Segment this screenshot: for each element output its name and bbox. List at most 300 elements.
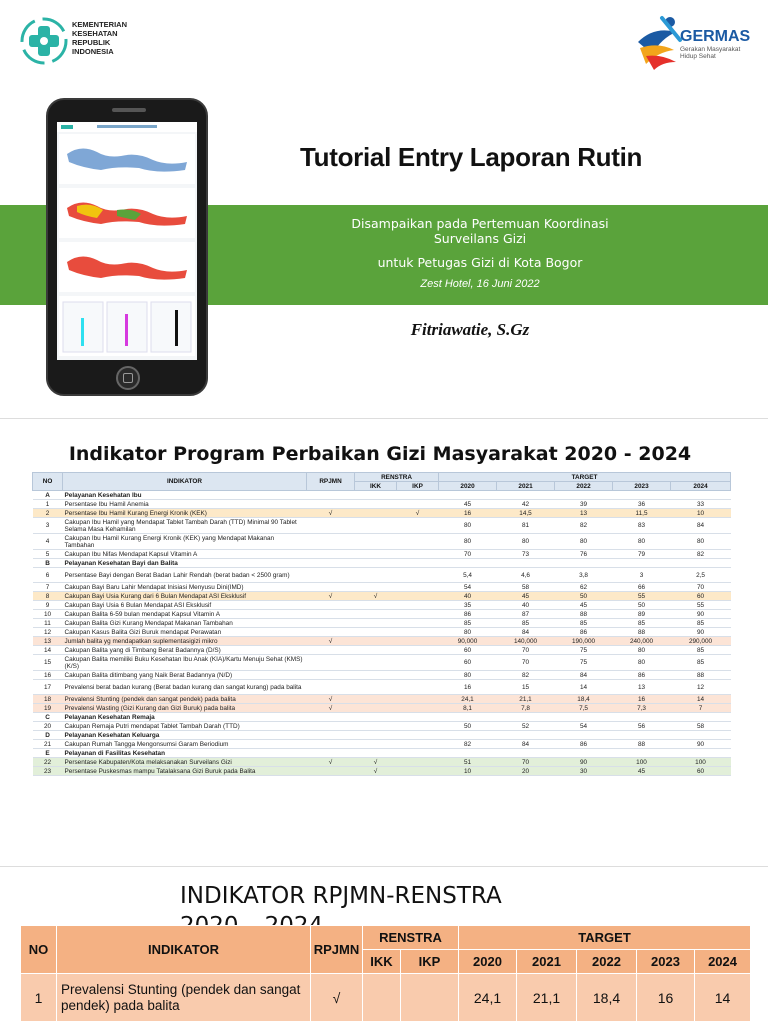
header-target: TARGET bbox=[459, 926, 751, 950]
ikp-mark bbox=[397, 671, 439, 680]
target-value: 70 bbox=[439, 550, 497, 559]
target-value: 90 bbox=[555, 758, 613, 767]
table-row bbox=[33, 655, 731, 671]
indicator-name: Pelayanan Kesehatan Remaja bbox=[63, 713, 731, 722]
target-value: 58 bbox=[497, 583, 555, 592]
target-value: 90 bbox=[671, 740, 731, 749]
ikk-mark bbox=[355, 583, 397, 592]
row-number: 11 bbox=[33, 619, 63, 628]
target-value: 10 bbox=[671, 509, 731, 518]
target-value: 73 bbox=[497, 550, 555, 559]
rpjmn-mark bbox=[307, 680, 355, 695]
home-button bbox=[116, 366, 140, 390]
ikp-mark bbox=[397, 740, 439, 749]
target-value: 79 bbox=[613, 550, 671, 559]
target-value: 84 bbox=[671, 518, 731, 534]
target-value: 7,8 bbox=[497, 704, 555, 713]
indicator-table-body bbox=[33, 491, 731, 776]
table-row bbox=[33, 601, 731, 610]
header-year: 2022 bbox=[555, 482, 613, 491]
target-value: 11,5 bbox=[613, 509, 671, 518]
row-number: 2 bbox=[33, 509, 63, 518]
table-section-row bbox=[33, 559, 731, 568]
table-row bbox=[33, 518, 731, 534]
target-value: 60 bbox=[671, 592, 731, 601]
target-value: 50 bbox=[613, 601, 671, 610]
header-year: 2024 bbox=[671, 482, 731, 491]
target-value: 54 bbox=[555, 722, 613, 731]
target-value: 70 bbox=[497, 655, 555, 671]
indicator-name: Cakupan Balita memiliki Buku Kesehatan Ibu Anak (KIA)/Kartu Menuju Sehat (KMS) (K/S) bbox=[63, 655, 307, 671]
target-value: 40 bbox=[439, 592, 497, 601]
target-value: 80 bbox=[613, 646, 671, 655]
target-value: 75 bbox=[555, 655, 613, 671]
indicator-name: Pelayanan Kesehatan Ibu bbox=[63, 491, 731, 500]
target-value: 86 bbox=[555, 740, 613, 749]
target-value: 14,5 bbox=[497, 509, 555, 518]
ikk-mark: √ bbox=[355, 758, 397, 767]
target-value: 90 bbox=[671, 628, 731, 637]
target-value: 88 bbox=[613, 740, 671, 749]
target-value: 30 bbox=[555, 767, 613, 776]
ikp-mark bbox=[397, 518, 439, 534]
germas-tagline: Gerakan Masyarakat Hidup Sehat bbox=[680, 46, 741, 60]
ikk-mark bbox=[355, 680, 397, 695]
table-section-row bbox=[33, 713, 731, 722]
ikp-mark bbox=[397, 695, 439, 704]
target-value: 12 bbox=[671, 680, 731, 695]
ikp-mark bbox=[397, 637, 439, 646]
row-number: 19 bbox=[33, 704, 63, 713]
indicator-name: Cakupan Kasus Balita Gizi Buruk mendapat Perawatan bbox=[63, 628, 307, 637]
table-row bbox=[33, 722, 731, 731]
target-value: 82 bbox=[671, 550, 731, 559]
target-value: 15 bbox=[497, 680, 555, 695]
indicator-name: Cakupan Ibu Hamil yang Mendapat Tablet Tambah Darah (TTD) Minimal 90 Tablet Selama Masa Kehamilan bbox=[63, 518, 307, 534]
target-value: 58 bbox=[671, 722, 731, 731]
target-value: 85 bbox=[671, 619, 731, 628]
target-value: 86 bbox=[613, 671, 671, 680]
target-value: 80 bbox=[555, 534, 613, 550]
target-value: 51 bbox=[439, 758, 497, 767]
rpjmn-mark: √ bbox=[307, 695, 355, 704]
audience-subtitle: untuk Petugas Gizi di Kota Bogor bbox=[377, 255, 583, 270]
ikp-mark bbox=[397, 610, 439, 619]
indicator-name: Pelayanan Kesehatan Keluarga bbox=[63, 731, 731, 740]
table-row bbox=[33, 646, 731, 655]
row-number: E bbox=[33, 749, 63, 758]
table-section-row bbox=[33, 749, 731, 758]
target-value: 5,4 bbox=[439, 568, 497, 583]
target-value: 86 bbox=[555, 628, 613, 637]
table-section-row bbox=[33, 491, 731, 500]
indicator-name: Prevalensi Stunting (pendek dan sangat pendek) pada balita bbox=[63, 695, 307, 704]
target-value: 240,000 bbox=[613, 637, 671, 646]
target-value: 85 bbox=[671, 655, 731, 671]
target-value: 85 bbox=[671, 646, 731, 655]
target-value: 18,4 bbox=[555, 695, 613, 704]
target-value: 20 bbox=[497, 767, 555, 776]
table-row bbox=[33, 534, 731, 550]
target-value: 16 bbox=[613, 695, 671, 704]
target-value: 80 bbox=[613, 655, 671, 671]
ikk-mark bbox=[355, 646, 397, 655]
table-row bbox=[33, 637, 731, 646]
target-value: 45 bbox=[439, 500, 497, 509]
home-button-icon bbox=[123, 373, 133, 383]
ikk-mark bbox=[355, 500, 397, 509]
ikp-mark bbox=[397, 628, 439, 637]
row-number: A bbox=[33, 491, 63, 500]
target-value: 7,3 bbox=[613, 704, 671, 713]
indicator-table-slide bbox=[0, 418, 768, 866]
target-value: 56 bbox=[613, 722, 671, 731]
header-rpjmn: RPJMN bbox=[307, 473, 355, 491]
ikp-mark bbox=[401, 974, 459, 1022]
event-subtitle: Disampaikan pada Pertemuan Koordinasi Surveilans Gizi bbox=[351, 216, 609, 246]
row-number: 3 bbox=[33, 518, 63, 534]
target-value: 13 bbox=[613, 680, 671, 695]
target-value: 75 bbox=[555, 646, 613, 655]
author-name: Fitriawatie, S.Gz bbox=[410, 320, 530, 339]
target-value: 89 bbox=[613, 610, 671, 619]
target-value: 52 bbox=[497, 722, 555, 731]
ikp-mark bbox=[397, 619, 439, 628]
title-slide bbox=[0, 0, 768, 418]
target-value: 13 bbox=[555, 509, 613, 518]
target-value: 88 bbox=[671, 671, 731, 680]
rpjmn-mark bbox=[307, 610, 355, 619]
target-value: 54 bbox=[439, 583, 497, 592]
rpjmn-mark bbox=[307, 534, 355, 550]
dashboard-screenshot-image bbox=[57, 122, 197, 360]
target-value: 4,6 bbox=[497, 568, 555, 583]
rpjmn-mark bbox=[307, 518, 355, 534]
target-value: 60 bbox=[671, 767, 731, 776]
target-value: 3,8 bbox=[555, 568, 613, 583]
row-number: 23 bbox=[33, 767, 63, 776]
row-number: 16 bbox=[33, 671, 63, 680]
row-number: 13 bbox=[33, 637, 63, 646]
target-value: 76 bbox=[555, 550, 613, 559]
ikp-mark bbox=[397, 655, 439, 671]
ikp-mark bbox=[397, 646, 439, 655]
header-no: NO bbox=[21, 926, 57, 974]
indicator-name: Cakupan Balita yang di Timbang Berat Badannya (D/S) bbox=[63, 646, 307, 655]
ikp-mark bbox=[397, 680, 439, 695]
venue-date: Zest Hotel, 16 Juni 2022 bbox=[420, 278, 540, 290]
target-value: 290,000 bbox=[671, 637, 731, 646]
target-value: 100 bbox=[671, 758, 731, 767]
ikk-mark bbox=[355, 704, 397, 713]
row-number: 4 bbox=[33, 534, 63, 550]
target-value: 55 bbox=[613, 592, 671, 601]
row-number: 20 bbox=[33, 722, 63, 731]
table-row bbox=[33, 680, 731, 695]
target-value: 7,5 bbox=[555, 704, 613, 713]
indicator-name: Prevalensi Stunting (pendek dan sangat pendek) pada balita bbox=[57, 974, 311, 1022]
target-value: 82 bbox=[497, 671, 555, 680]
indicator-name: Persentase Kabupaten/Kota melaksanakan Surveilans Gizi bbox=[63, 758, 307, 767]
rpjmn-mark: √ bbox=[307, 509, 355, 518]
target-value: 36 bbox=[613, 500, 671, 509]
indicator-name: Cakupan Balita 6-59 bulan mendapat Kapsul Vitamin A bbox=[63, 610, 307, 619]
rpjmn-mark bbox=[307, 655, 355, 671]
target-value: 24,1 bbox=[439, 695, 497, 704]
target-value: 21,1 bbox=[497, 695, 555, 704]
ikk-mark bbox=[355, 671, 397, 680]
target-value: 21,1 bbox=[517, 974, 577, 1022]
ikk-mark bbox=[355, 637, 397, 646]
ikp-mark bbox=[397, 704, 439, 713]
indicator-name: Pelayanan Kesehatan Bayi dan Balita bbox=[63, 559, 731, 568]
header-ikk: IKK bbox=[363, 950, 401, 974]
target-value: 62 bbox=[555, 583, 613, 592]
ikk-mark bbox=[355, 509, 397, 518]
ikk-mark bbox=[355, 610, 397, 619]
ikp-mark bbox=[397, 534, 439, 550]
ikk-mark bbox=[355, 628, 397, 637]
header-no: NO bbox=[33, 473, 63, 491]
table-row bbox=[33, 610, 731, 619]
indicator-name: Cakupan Balita ditimbang yang Naik Berat Badannya (N/D) bbox=[63, 671, 307, 680]
table-row bbox=[33, 671, 731, 680]
row-number: 14 bbox=[33, 646, 63, 655]
indicator-name: Cakupan Remaja Putri mendapat Tablet Tambah Darah (TTD) bbox=[63, 722, 307, 731]
header-ikp: IKP bbox=[401, 950, 459, 974]
header-year: 2020 bbox=[459, 950, 517, 974]
rpjmn-mark bbox=[307, 767, 355, 776]
table-row bbox=[33, 695, 731, 704]
ikk-mark bbox=[355, 619, 397, 628]
ikk-mark bbox=[355, 601, 397, 610]
indicator-name: Cakupan Ibu Nifas Mendapat Kapsul Vitamin A bbox=[63, 550, 307, 559]
ikp-mark bbox=[397, 568, 439, 583]
ikp-mark bbox=[397, 722, 439, 731]
phone-speaker bbox=[112, 108, 146, 112]
target-value: 14 bbox=[671, 695, 731, 704]
table-row bbox=[21, 974, 751, 1022]
rpjmn-mark bbox=[307, 568, 355, 583]
table-row bbox=[33, 583, 731, 592]
ikk-mark bbox=[355, 568, 397, 583]
target-value: 16 bbox=[637, 974, 695, 1022]
target-value: 24,1 bbox=[459, 974, 517, 1022]
header-year: 2023 bbox=[637, 950, 695, 974]
target-value: 14 bbox=[695, 974, 751, 1022]
row-number: 1 bbox=[21, 974, 57, 1022]
target-value: 88 bbox=[555, 610, 613, 619]
rpjmn-table-body bbox=[21, 974, 751, 1022]
target-value: 80 bbox=[497, 534, 555, 550]
target-value: 82 bbox=[439, 740, 497, 749]
target-value: 60 bbox=[439, 646, 497, 655]
rpjmn-mark: √ bbox=[307, 758, 355, 767]
row-number: 5 bbox=[33, 550, 63, 559]
rpjmn-mark bbox=[307, 500, 355, 509]
rpjmn-mark: √ bbox=[311, 974, 363, 1022]
table-row bbox=[33, 758, 731, 767]
header-ikp: IKP bbox=[397, 482, 439, 491]
target-value: 82 bbox=[555, 518, 613, 534]
target-value: 81 bbox=[497, 518, 555, 534]
rpjmn-mark bbox=[307, 628, 355, 637]
ikk-mark bbox=[363, 974, 401, 1022]
target-value: 88 bbox=[613, 628, 671, 637]
header-renstra: RENSTRA bbox=[355, 473, 439, 482]
target-value: 83 bbox=[613, 518, 671, 534]
indicator-name: Prevalensi berat badan kurang (Berat badan kurang dan sangat kurang) pada balita bbox=[63, 680, 307, 695]
table-row bbox=[33, 628, 731, 637]
header-year: 2024 bbox=[695, 950, 751, 974]
row-number: B bbox=[33, 559, 63, 568]
rpjmn-mark bbox=[307, 619, 355, 628]
target-value: 80 bbox=[439, 518, 497, 534]
target-value: 100 bbox=[613, 758, 671, 767]
target-value: 70 bbox=[671, 583, 731, 592]
target-value: 35 bbox=[439, 601, 497, 610]
target-value: 55 bbox=[671, 601, 731, 610]
ikp-mark bbox=[397, 601, 439, 610]
header-rpjmn: RPJMN bbox=[311, 926, 363, 974]
rpjmn-mark bbox=[307, 722, 355, 731]
header-year: 2021 bbox=[497, 482, 555, 491]
target-value: 39 bbox=[555, 500, 613, 509]
ikp-mark bbox=[397, 767, 439, 776]
target-value: 87 bbox=[497, 610, 555, 619]
target-value: 50 bbox=[555, 592, 613, 601]
target-value: 90,000 bbox=[439, 637, 497, 646]
row-number: 18 bbox=[33, 695, 63, 704]
indicator-name: Cakupan Bayi Usia Kurang dari 6 Bulan Mendapat ASI Eksklusif bbox=[63, 592, 307, 601]
target-value: 42 bbox=[497, 500, 555, 509]
row-number: 15 bbox=[33, 655, 63, 671]
ikp-mark bbox=[397, 592, 439, 601]
row-number: 8 bbox=[33, 592, 63, 601]
ikk-mark: √ bbox=[355, 767, 397, 776]
ikp-mark bbox=[397, 500, 439, 509]
indicator-name: Prevalensi Wasting (Gizi Kurang dan Gizi Buruk) pada balita bbox=[63, 704, 307, 713]
kemenkes-logo bbox=[20, 16, 68, 66]
target-value: 50 bbox=[439, 722, 497, 731]
ikp-mark bbox=[397, 583, 439, 592]
target-value: 140,000 bbox=[497, 637, 555, 646]
table-row bbox=[33, 509, 731, 518]
indicator-name: Pelayanan di Fasilitas Kesehatan bbox=[63, 749, 731, 758]
rpjmn-mark: √ bbox=[307, 592, 355, 601]
target-value: 40 bbox=[497, 601, 555, 610]
row-number: 17 bbox=[33, 680, 63, 695]
target-value: 84 bbox=[497, 628, 555, 637]
row-number: C bbox=[33, 713, 63, 722]
ikk-mark bbox=[355, 655, 397, 671]
rpjmn-mark bbox=[307, 740, 355, 749]
rpjmn-table bbox=[20, 925, 751, 1022]
table-section-row bbox=[33, 731, 731, 740]
rpjmn-slide-title: INDIKATOR RPJMN-RENSTRA bbox=[180, 883, 502, 909]
target-value: 85 bbox=[497, 619, 555, 628]
target-value: 85 bbox=[555, 619, 613, 628]
row-number: D bbox=[33, 731, 63, 740]
row-number: 7 bbox=[33, 583, 63, 592]
phone-mockup bbox=[46, 98, 208, 396]
indicator-name: Jumlah balita yg mendapatkan suplementasigizi mikro bbox=[63, 637, 307, 646]
table-row bbox=[33, 740, 731, 749]
ikp-mark bbox=[397, 758, 439, 767]
target-value: 10 bbox=[439, 767, 497, 776]
target-value: 70 bbox=[497, 646, 555, 655]
header-renstra: RENSTRA bbox=[363, 926, 459, 950]
ikk-mark bbox=[355, 695, 397, 704]
target-value: 80 bbox=[439, 628, 497, 637]
target-value: 3 bbox=[613, 568, 671, 583]
ministry-name: KEMENTERIAN KESEHATAN REPUBLIK INDONESIA bbox=[72, 20, 128, 56]
target-value: 85 bbox=[439, 619, 497, 628]
indicator-name: Persentase Ibu Hamil Anemia bbox=[63, 500, 307, 509]
phone-screen bbox=[57, 122, 197, 360]
target-value: 16 bbox=[439, 509, 497, 518]
target-value: 90 bbox=[671, 610, 731, 619]
indicator-table bbox=[32, 472, 731, 776]
target-value: 14 bbox=[555, 680, 613, 695]
target-value: 190,000 bbox=[555, 637, 613, 646]
indicator-name: Cakupan Rumah Tangga Mengonsumsi Garam Beriodium bbox=[63, 740, 307, 749]
header-indikator: INDIKATOR bbox=[63, 473, 307, 491]
target-value: 80 bbox=[439, 534, 497, 550]
target-value: 45 bbox=[613, 767, 671, 776]
ikk-mark bbox=[355, 534, 397, 550]
table-row bbox=[33, 500, 731, 509]
target-value: 85 bbox=[613, 619, 671, 628]
rpjmn-mark bbox=[307, 583, 355, 592]
target-value: 45 bbox=[555, 601, 613, 610]
target-value: 60 bbox=[439, 655, 497, 671]
ikk-mark bbox=[355, 722, 397, 731]
ikk-mark: √ bbox=[355, 592, 397, 601]
target-value: 86 bbox=[439, 610, 497, 619]
table-row bbox=[33, 704, 731, 713]
table-row bbox=[33, 568, 731, 583]
indicator-name: Persentase Bayi dengan Berat Badan Lahir Rendah (berat badan < 2500 gram) bbox=[63, 568, 307, 583]
header-year: 2020 bbox=[439, 482, 497, 491]
rpjmn-mark bbox=[307, 671, 355, 680]
ikk-mark bbox=[355, 550, 397, 559]
ikk-mark bbox=[355, 518, 397, 534]
row-number: 10 bbox=[33, 610, 63, 619]
indicator-name: Persentase Puskesmas mampu Tatalaksana Gizi Buruk pada Balita bbox=[63, 767, 307, 776]
target-value: 8,1 bbox=[439, 704, 497, 713]
germas-wordmark: GERMAS bbox=[680, 28, 751, 45]
target-value: 7 bbox=[671, 704, 731, 713]
target-value: 18,4 bbox=[577, 974, 637, 1022]
row-number: 9 bbox=[33, 601, 63, 610]
header-year: 2021 bbox=[517, 950, 577, 974]
rpjmn-mark bbox=[307, 646, 355, 655]
table-row bbox=[33, 592, 731, 601]
header-indikator: INDIKATOR bbox=[57, 926, 311, 974]
ikk-mark bbox=[355, 740, 397, 749]
indicator-name: Cakupan Bayi Baru Lahir Mendapat Inisiasi Menyusu Dini(IMD) bbox=[63, 583, 307, 592]
ikp-mark: √ bbox=[397, 509, 439, 518]
indicator-name: Cakupan Ibu Hamil Kurang Energi Kronik (KEK) yang Mendapat Makanan Tambahan bbox=[63, 534, 307, 550]
rpjmn-mark: √ bbox=[307, 637, 355, 646]
target-value: 80 bbox=[439, 671, 497, 680]
header-ikk: IKK bbox=[355, 482, 397, 491]
target-value: 70 bbox=[497, 758, 555, 767]
rpjmn-mark bbox=[307, 601, 355, 610]
indicator-slide-title: Indikator Program Perbaikan Gizi Masyarakat 2020 - 2024 bbox=[68, 443, 692, 465]
target-value: 16 bbox=[439, 680, 497, 695]
